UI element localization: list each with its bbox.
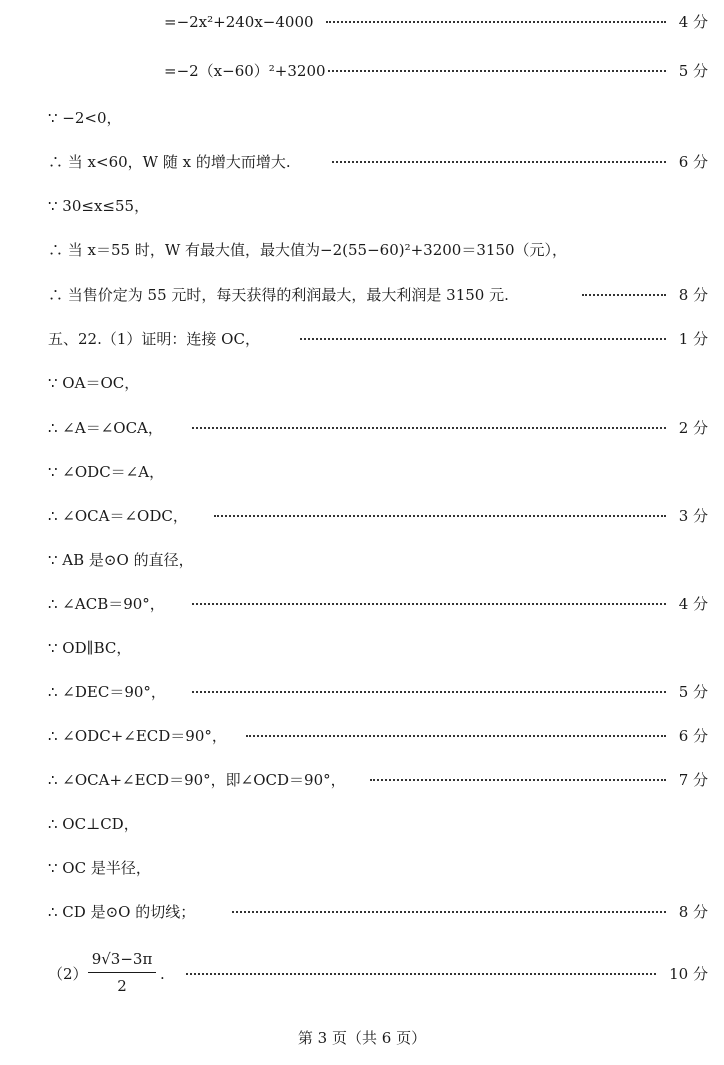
line-18-score: 7 分 (678, 771, 708, 789)
line-13-text: ∵ AB 是⊙O 的直径， (48, 551, 194, 569)
leader-dots (370, 779, 666, 781)
line-9-text: ∵ OA＝OC， (48, 374, 140, 392)
line-20-text: ∵ OC 是半径， (48, 859, 151, 877)
line-4 (0, 147, 724, 177)
line-12 (0, 501, 724, 531)
line-14-text: ∴ ∠ACB＝90°， (48, 595, 165, 613)
line-11 (0, 457, 724, 487)
leader-dots (332, 161, 666, 163)
line-3 (0, 103, 724, 133)
leader-dots (582, 294, 666, 296)
line-14 (0, 589, 724, 619)
line-7 (0, 280, 724, 310)
line-11-text: ∵ ∠ODC＝∠A， (48, 463, 165, 481)
line-21-score: 8 分 (678, 903, 708, 921)
line-1-score: 4 分 (678, 13, 708, 31)
part2-label: （2） (48, 965, 88, 983)
line-19 (0, 809, 724, 839)
line-21-text: ∴ CD 是⊙O 的切线； (48, 903, 196, 921)
line-10-text: ∴ ∠A＝∠OCA， (48, 419, 163, 437)
line-12-text: ∴ ∠OCA＝∠ODC， (48, 507, 188, 525)
line-7-text: ∴ 当售价定为 55 元时，每天获得的利润最大，最大利润是 3150 元. (48, 286, 509, 304)
line-20 (0, 853, 724, 883)
leader-dots (246, 735, 666, 737)
line-18-text: ∴ ∠OCA+∠ECD＝90°，即∠OCD＝90°， (48, 771, 346, 789)
fraction-denominator: 2 (117, 977, 127, 995)
line-2-score: 5 分 (678, 62, 708, 80)
fraction-bar (88, 972, 156, 973)
line-15 (0, 633, 724, 663)
line-4-text: ∴ 当 x<60，W 随 x 的增大而增大. (48, 153, 291, 171)
line-12-score: 3 分 (678, 507, 708, 525)
line-17-score: 6 分 (678, 727, 708, 745)
line-16 (0, 677, 724, 707)
fraction-numerator: 9√3−3π (91, 950, 153, 968)
leader-dots (192, 603, 666, 605)
leader-dots (326, 21, 666, 23)
line-8 (0, 324, 724, 354)
leader-dots (186, 973, 656, 975)
line-7-score: 8 分 (678, 286, 708, 304)
line-19-text: ∴ OC⊥CD， (48, 815, 139, 833)
line-17 (0, 721, 724, 751)
line-8-score: 1 分 (678, 330, 708, 348)
line-10 (0, 413, 724, 443)
line-13 (0, 545, 724, 575)
line-5 (0, 191, 724, 221)
line-5-text: ∵ 30≤x≤55， (48, 197, 150, 215)
line-18 (0, 765, 724, 795)
leader-dots (192, 427, 666, 429)
part2-end: . (160, 965, 165, 983)
line-21 (0, 897, 724, 927)
page-footer: 第 3 页（共 6 页） (297, 1029, 427, 1047)
line-9 (0, 368, 724, 398)
leader-dots (192, 691, 666, 693)
line-3-text: ∵ −2<0， (48, 109, 122, 127)
leader-dots (214, 515, 666, 517)
line-6-text: ∴ 当 x＝55 时，W 有最大值，最大值为−2(55−60)²+3200＝3150（元）， (48, 241, 568, 259)
line-1 (0, 7, 724, 37)
leader-dots (232, 911, 666, 913)
line-16-text: ∴ ∠DEC＝90°， (48, 683, 166, 701)
line-8-text: 五、22.（1）证明：连接 OC， (48, 330, 260, 348)
answer-fraction (84, 948, 160, 1000)
part2-score: 10 分 (669, 965, 708, 983)
line-4-score: 6 分 (678, 153, 708, 171)
line-15-text: ∵ OD∥BC， (48, 639, 132, 657)
line-2-text: =−2（x−60）²+3200 (164, 62, 326, 80)
line-10-score: 2 分 (678, 419, 708, 437)
line-14-score: 4 分 (678, 595, 708, 613)
line-2 (0, 56, 724, 86)
line-17-text: ∴ ∠ODC+∠ECD＝90°， (48, 727, 227, 745)
line-6 (0, 235, 724, 265)
leader-dots (300, 338, 666, 340)
line-1-text: =−2x²+240x−4000 (164, 13, 314, 31)
leader-dots (328, 70, 666, 72)
line-16-score: 5 分 (678, 683, 708, 701)
